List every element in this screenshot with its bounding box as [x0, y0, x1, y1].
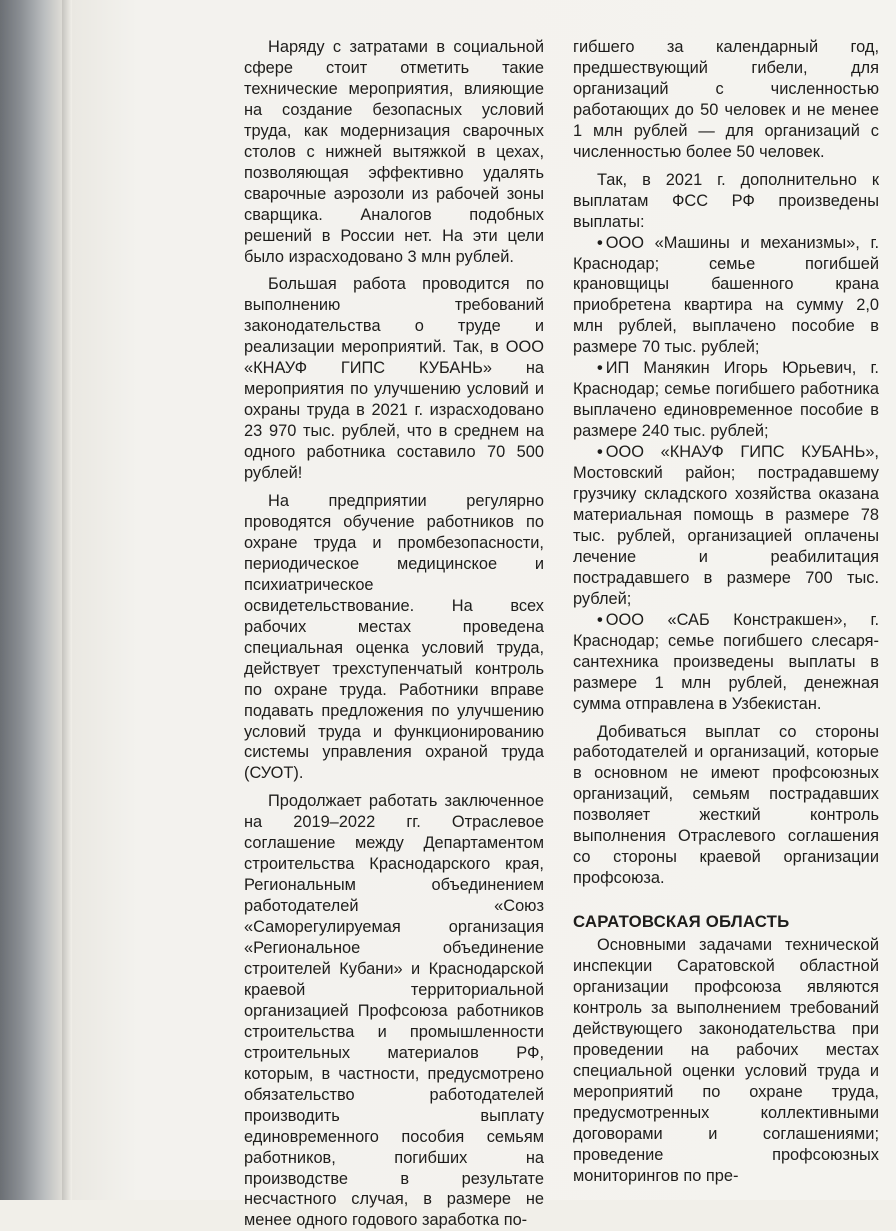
- bullet-item: [573, 233, 879, 359]
- paragraph-training: На предприятии регулярно проводятся обучение работников по охране труда и промбезопасности, периодическое медицинское и психиатрическое освидетельствование. На всех рабочих местах проведена специальная оценка условий труда, действует трехступенчатый контроль по охране труда. Работники вправе подавать предложения по улучшению условий труда и функционированию системы управления охраной труда (СУОТ).: [244, 492, 544, 783]
- book-spine-shadow: [0, 0, 62, 1200]
- document-page: [72, 0, 896, 1230]
- paragraph-payments-intro: Так, в 2021 г. дополнительно к выплатам ФСС РФ произведены выплаты:: [573, 170, 879, 231]
- gutter-shadow: [62, 0, 72, 1200]
- bullet-text: ООО «КНАУФ ГИПС КУБАНЬ», Мостовский район; пострадавшему грузчику складского хозяйства оказана материальная помощь в размере 78 тыс. рублей, организацией оплачены лечение и реабилитация пострадавшего в размере 700 тыс. рублей;: [573, 443, 879, 608]
- bullet-item: [573, 610, 879, 715]
- bullet-item: [573, 442, 879, 610]
- bullet-text: ИП Манякин Игорь Юрьевич, г. Краснодар; семье погибшего работника выплачено единовременное пособие в размере 240 тыс. рублей;: [573, 359, 879, 441]
- bullet-text: ООО «Машины и механизмы», г. Краснодар; семье погибшей крановщицы башенного крана приобретена квартира на сумму 2,0 млн рублей, выплачено пособие в размере 70 тыс. рублей;: [573, 233, 879, 357]
- section-heading-saratov: САРАТОВСКАЯ ОБЛАСТЬ: [573, 912, 790, 932]
- bullet-item: [573, 358, 879, 442]
- paragraph-closing: Добиваться выплат со стороны работодателей и организаций, которые в основном не имеют профсоюзных организаций, семьям пострадавших позволяет жесткий контроль выполнения Отраслевого соглашения со стороны краевой организации профсоюза.: [573, 722, 879, 888]
- paragraph-labor-legislation: Большая работа проводится по выполнению требований законодательства о труде и реализации мероприятий. Так, в ООО «КНАУФ ГИПС КУБАНЬ» на мероприятия по улучшению условий и охраны труда в 2021 г. израсходовано 23 970 тыс. рублей, что в среднем на одного работника составило 70 500 рублей!: [244, 275, 544, 483]
- bullet-icon: •: [597, 359, 603, 378]
- paragraph-technical-measures: Наряду с затратами в социальной сфере стоит отметить такие технические мероприятия, влияющие на создание безопасных условий труда, как модернизация сварочных столов с нижней вытяжкой в цехах, позволяющая эффективно удалять сварочные аэрозоли из рабочей зоны сварщика. Аналогов подобных решений в России нет. На эти цели было израсходовано 3 млн рублей.: [244, 38, 544, 266]
- paragraph-continuation: гибшего за календарный год, предшествующий гибели, для организаций с численностью работающих до 50 человек и не менее 1 млн рублей — для организаций с численностью более 50 человек.: [573, 38, 879, 161]
- right-text-column: [573, 37, 879, 1187]
- bullet-text: ООО «САБ Констракшен», г. Краснодар; семье погибшего слесаря-сантехника произведены выплаты в размере 1 млн рублей, денежная сумма отправлена в Узбекистан.: [573, 610, 879, 713]
- bullet-icon: •: [597, 233, 603, 252]
- left-text-column: [244, 37, 544, 1231]
- paragraph-saratov-tasks: Основными задачами технической инспекции Саратовской областной организации профсоюза являются контроль за выполнением требований действующего законодательства при проведении на рабочих местах специальной оценки условий труда и мероприятий по охране труда, предусмотренных коллективными договорами и соглашениями; проведение профсоюзных мониторингов по пре-: [573, 936, 879, 1185]
- bullet-icon: •: [597, 443, 603, 462]
- bullet-icon: •: [597, 610, 603, 629]
- paragraph-industry-agreement: Продолжает работать заключенное на 2019–2022 гг. Отраслевое соглашение между Департаментом строительства Краснодарского края, Региональным объединением работодателей «Союз «Саморегулируемая организация «Региональное объединение строителей Кубани» и Краснодарской краевой территориальной организацией Профсоюза работников строительства и промышленности строительных материалов РФ, которым, в частности, предусмотрено обязательство работодателей производить выплату единовременного пособия семьям работников, погибших на производстве в результате несчастного случая, в размере не менее одного годового заработка по-: [244, 792, 544, 1230]
